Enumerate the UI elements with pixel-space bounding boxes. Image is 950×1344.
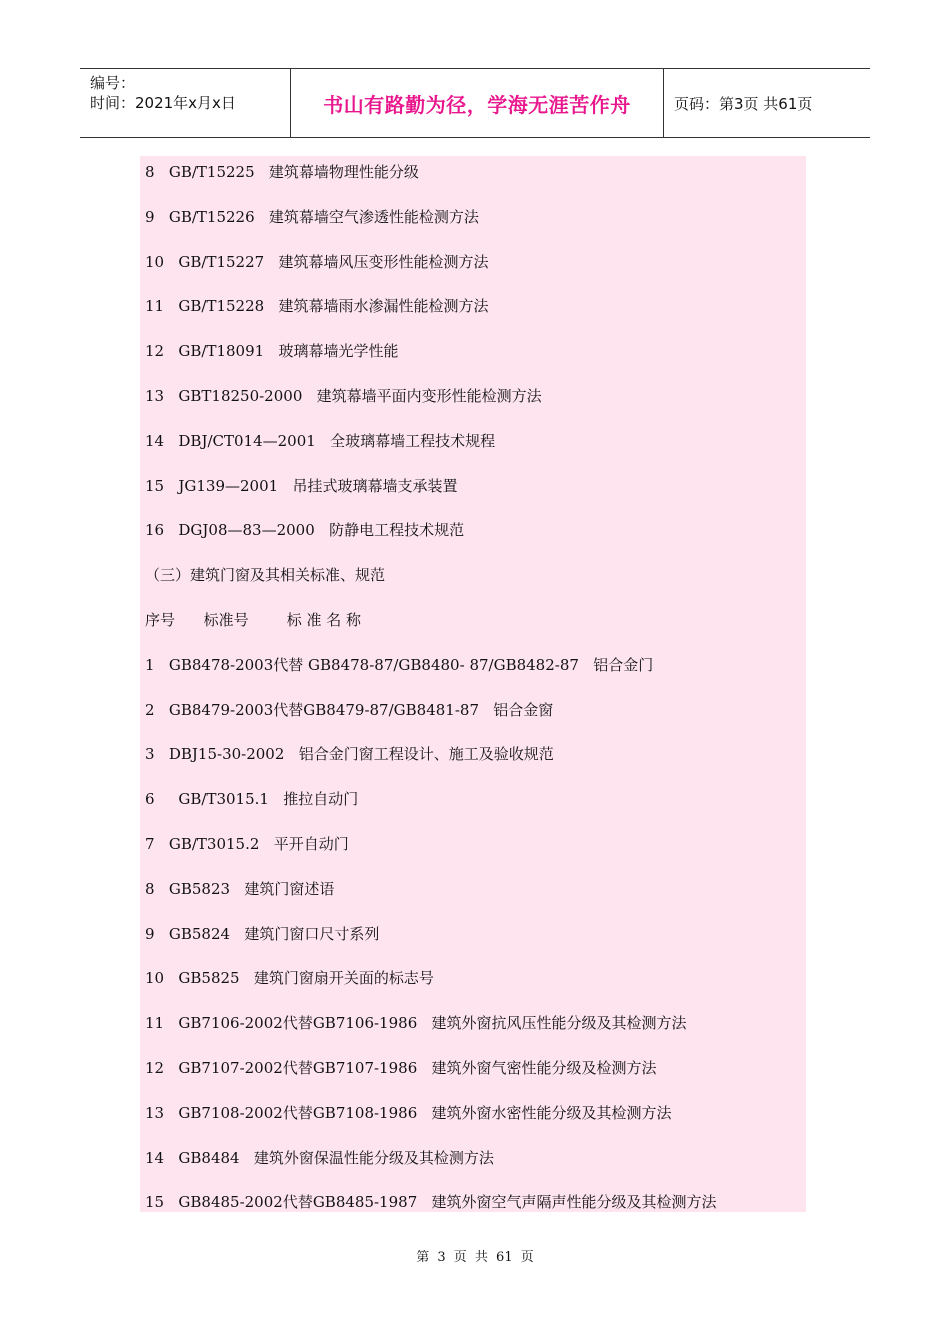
text-line: 11 GB/T15228 建筑幕墙雨水渗漏性能检测方法 <box>145 297 489 316</box>
text-line: 12 GB7107-2002代替GB7107-1986 建筑外窗气密性能分级及检测方法 <box>145 1059 657 1077</box>
text-line: 10 GB/T15227 建筑幕墙风压变形性能检测方法 <box>145 252 489 271</box>
text-line: 9 GB/T15226 建筑幕墙空气渗透性能检测方法 <box>145 207 479 226</box>
text-line: 9 GB5824 建筑门窗口尺寸系列 <box>145 924 380 943</box>
text-line: 12 GB/T18091 玻璃幕墙光学性能 <box>145 342 399 361</box>
page-footer: 第 3 页 共 61 页 <box>416 1250 534 1265</box>
text-line: 8 GB5823 建筑门窗述语 <box>145 879 335 898</box>
text-line: 6 GB/T3015.1 推拉自动门 <box>145 790 359 809</box>
text-line: 15 GB8485-2002代替GB8485-1987 建筑外窗空气声隔声性能分级及其检测方法 <box>145 1193 717 1212</box>
text-line: 8 GB/T15225 建筑幕墙物理性能分级 <box>145 163 419 181</box>
text-line: 11 GB7106-2002代替GB7106-1986 建筑外窗抗风压性能分级及其检测方法 <box>145 1014 687 1033</box>
text-line: 7 GB/T3015.2 平开自动门 <box>145 835 349 853</box>
header-meta <box>80 69 291 137</box>
text-line: 3 DBJ15-30-2002 铝合金门窗工程设计、施工及验收规范 <box>145 745 554 764</box>
text-line: 15 JG139—2001 吊挂式玻璃幕墙支承装置 <box>145 476 458 495</box>
text-line: 13 GBT18250-2000 建筑幕墙平面内变形性能检测方法 <box>145 387 542 405</box>
page-header <box>80 68 870 138</box>
text-line: 10 GB5825 建筑门窗扇开关面的标志号 <box>145 969 434 988</box>
text-line: 2 GB8479-2003代替GB8479-87/GB8481-87 铝合金窗 <box>145 700 554 719</box>
text-line: 16 DGJ08—83—2000 防静电工程技术规范 <box>145 521 465 540</box>
text-line: 14 DBJ/CT014—2001 全玻璃幕墙工程技术规程 <box>145 431 496 450</box>
header-motto: 书山有路勤为径，学海无涯苦作舟 <box>291 69 664 137</box>
doc-number-label: 编号： <box>90 74 136 92</box>
text-line: 14 GB8484 建筑外窗保温性能分级及其检测方法 <box>145 1148 494 1167</box>
header-page-info: 页码：第3页 共61页 <box>674 94 813 113</box>
date-label: 时间：2021年x月x日 <box>90 94 236 112</box>
text-line: 序号 标准号 标 准 名 称 <box>145 611 362 629</box>
text-line: （三）建筑门窗及其相关标准、规范 <box>145 566 386 585</box>
text-line: 1 GB8478-2003代替 GB8478-87/GB8480- 87/GB8482-87 铝合金门 <box>145 655 654 674</box>
text-line: 13 GB7108-2002代替GB7108-1986 建筑外窗水密性能分级及其检测方法 <box>145 1103 672 1122</box>
document-body <box>140 156 806 1212</box>
